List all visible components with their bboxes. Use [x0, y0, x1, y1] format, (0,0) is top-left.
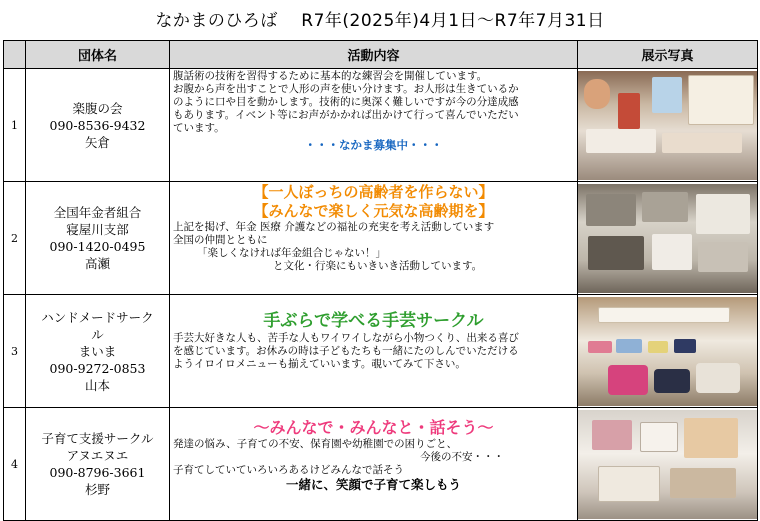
activity-line: を感じています。お休みの時は子どもたちも一緒にたのしんでいただける: [173, 345, 519, 357]
org-subname: アヌエヌエ: [66, 448, 129, 463]
activity-line: もあります。イベント等にお声がかかれば出かけて行って喜んでいただい: [173, 109, 519, 121]
recruit-notice: ・・・なかま募集中・・・: [304, 138, 443, 152]
activity-cell: [170, 408, 578, 521]
activity-cell: [170, 69, 578, 182]
org-name-cont: ル: [91, 326, 104, 342]
page-title: なかまのひろば R7年(2025年)4月1日～R7年7月31日: [155, 11, 605, 31]
activity-line: 発達の悩み、子育ての不安、保育園や幼稚園での困りごと、: [173, 438, 458, 450]
groups-table: [3, 40, 758, 521]
childcare-display-photo: [578, 410, 757, 519]
handmade-bags-photo: [578, 297, 757, 406]
header-number: [4, 41, 26, 69]
row-number: 2: [4, 182, 26, 295]
activity-line: と文化・行楽にもいきいき活動しています。: [273, 260, 483, 272]
table-row: [4, 182, 758, 295]
activity-headline: 手ぶらで学べる手芸サークル: [263, 311, 484, 331]
org-contact: 高瀬: [84, 256, 110, 271]
activity-headline: 【みんなで楽しく元気な高齢期を】: [253, 202, 494, 220]
org-contact: 矢倉: [84, 134, 110, 150]
activity-line: 「楽しくなければ年金組合じゃない！」: [197, 247, 386, 259]
row-number: 3: [4, 295, 26, 408]
activity-line: ようイロイロメニューも揃えていいます。覗いてみて下さい。: [173, 358, 466, 370]
org-name: ハンドメードサーク: [41, 309, 154, 325]
row-number: 1: [4, 69, 26, 182]
activity-line: ています。: [173, 122, 225, 134]
org-phone: 090-8796-3661: [49, 465, 146, 480]
activity-headline: 【一人ぼっちの高齢者を作らない】: [253, 183, 494, 201]
activity-line: 腹話術の技術を習得するために基本的な練習会を開催しています。: [173, 70, 488, 82]
photo-cell: [578, 295, 758, 408]
org-cell: [26, 69, 170, 182]
table-row: [4, 408, 758, 521]
table-row: [4, 69, 758, 182]
photo-cell: [578, 69, 758, 182]
activity-cell: [170, 295, 578, 408]
table-row: [4, 295, 758, 408]
activity-closing: 一緒に、笑顔で子育て楽しもう: [285, 477, 461, 492]
org-contact: 杉野: [84, 482, 110, 497]
photo-cell: [578, 182, 758, 295]
org-name: 全国年金者組合: [53, 205, 142, 220]
org-subname: まいま: [78, 343, 117, 359]
org-phone: 090-9272-0853: [49, 360, 146, 376]
header-activity: 活動内容: [170, 41, 578, 69]
org-branch: 寝屋川支部: [66, 222, 129, 237]
org-name: 楽腹の会: [72, 100, 123, 116]
org-phone: 090-8536-9432: [49, 117, 146, 133]
activity-line: 全国の仲間とともに: [173, 234, 268, 246]
org-cell: [26, 408, 170, 521]
activity-line: のように口や目を動かします。技術的に奥深く難しいですが今の分達成感: [173, 96, 519, 108]
activity-cell: [170, 182, 578, 295]
org-name: 子育て支援サークル: [41, 431, 154, 446]
org-cell: [26, 295, 170, 408]
activity-line: 子育てしていていろいろあるけどみんなで話そう: [173, 464, 404, 476]
header-photo: 展示写真: [578, 41, 758, 69]
doll-display-photo: [578, 71, 757, 180]
activity-line: 手芸大好きな人も、苦手な人もワイワイしながら小物つくり、出来る喜び: [173, 332, 519, 344]
org-contact: 山本: [84, 377, 110, 393]
row-number: 4: [4, 408, 26, 521]
activity-headline: ～みんなで・みんなと・話そう～: [253, 418, 494, 437]
photo-cell: [578, 408, 758, 521]
table-header-row: [4, 41, 758, 69]
activity-line: お腹から声を出すことで人形の声を使い分けます。お人形は生きているか: [173, 83, 519, 95]
activity-line: 今後の不安・・・: [420, 451, 504, 463]
org-phone: 090-1420-0495: [49, 239, 146, 254]
header-org: 団体名: [26, 41, 170, 69]
activity-line: 上記を掲げ、年金 医療 介護などの福祉の充実を考え活動しています: [173, 221, 495, 233]
org-cell: [26, 182, 170, 295]
pension-union-display-photo: [578, 184, 757, 293]
